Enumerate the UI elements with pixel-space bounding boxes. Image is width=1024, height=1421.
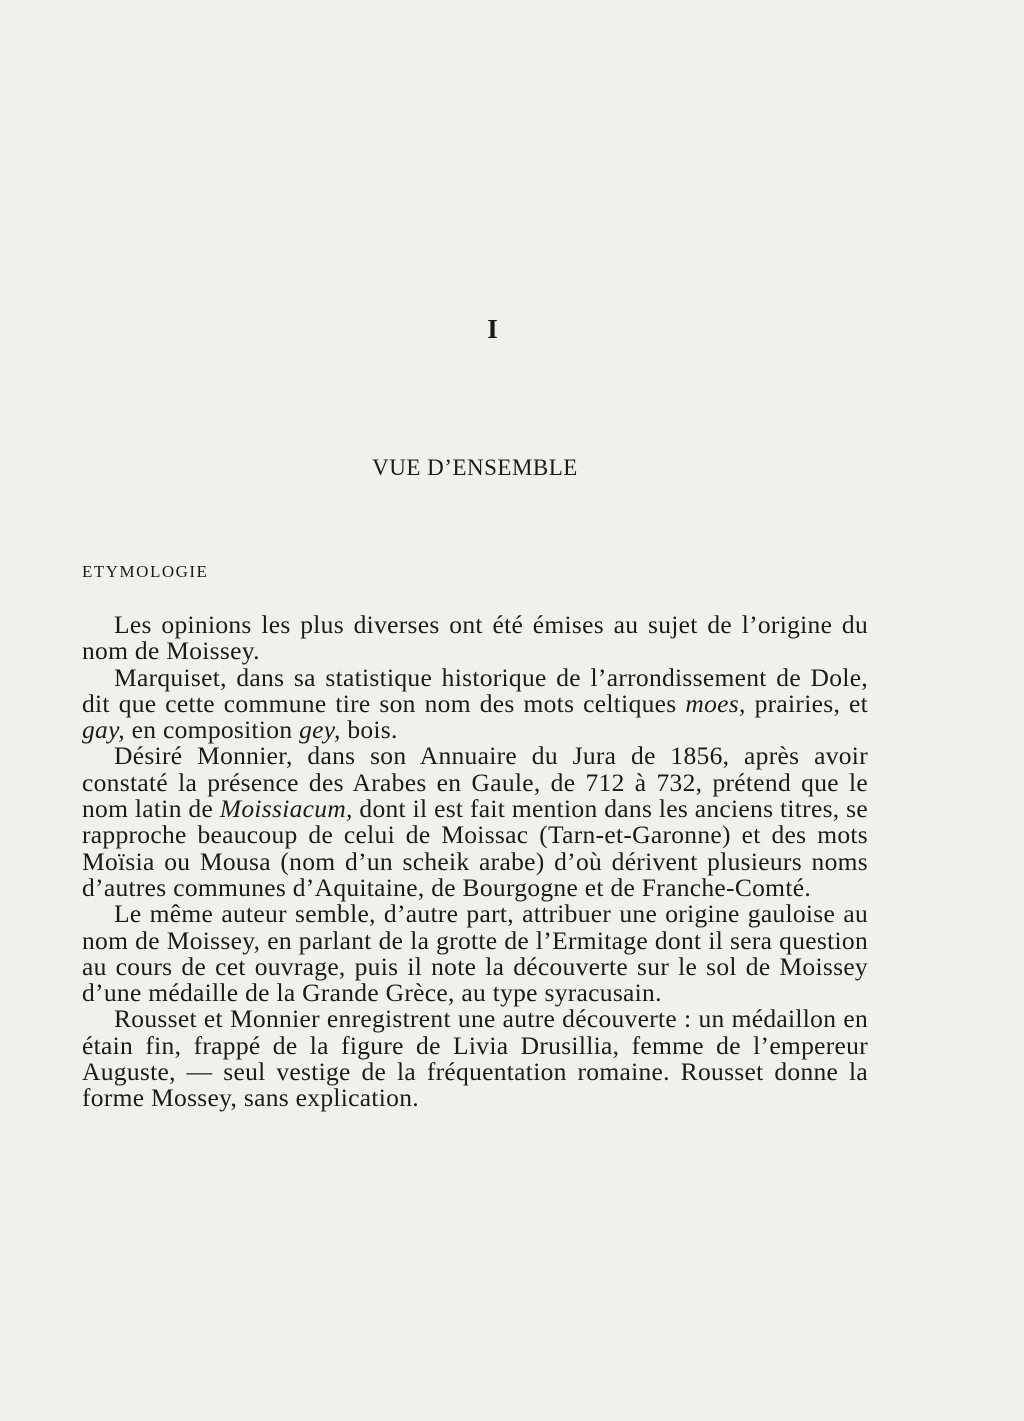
paragraph-5	[82, 1006, 868, 1111]
body-text	[82, 612, 868, 1112]
paragraph-5-text: Rousset et Monnier enregistrent une autre découverte : un médaillon en étain fin, frappé de la figure de Livia Drusillia, femme de l’empereur Auguste, — seul vestige de la fréquentation romaine. Rousset donne la forme Mossey, sans explication.	[82, 1004, 868, 1113]
paragraph-3-part1: Désiré Monnier, dans son Annuaire du Jura de 1856, après avoir constaté la présence des Arabes en Gaule, de 712 à 732, prétend que le nom latin de	[82, 741, 868, 824]
paragraph-2	[82, 662, 869, 745]
section-heading: ETYMOLOGIE	[82, 562, 209, 581]
paragraph-2-italic-gay: gay,	[82, 715, 125, 745]
paragraph-2-italic-gey: gey,	[299, 715, 341, 745]
paragraph-1	[82, 612, 868, 665]
paragraph-3	[82, 743, 868, 901]
paragraph-2-part1: Marquiset, dans sa statistique historique de l’arrondissement de Dole, dit que cette commune tire son nom des mots celtiques	[82, 662, 868, 718]
paragraph-2-part3: en composition	[125, 715, 300, 745]
paragraph-3-italic-moissiacum: Moissiacum,	[219, 794, 353, 824]
paragraph-2-part4: bois.	[340, 715, 398, 745]
paragraph-2-part2: prairies, et	[745, 688, 869, 718]
chapter-number: I	[487, 314, 499, 344]
paragraph-1-text: Les opinions les plus diverses ont été émises au sujet de l’origine du nom de Moissey.	[82, 610, 868, 666]
paragraph-2-italic-moes: moes,	[685, 688, 746, 718]
paragraph-4-text: Le même auteur semble, d’autre part, attribuer une origine gauloise au nom de Moissey, en parlant de la grotte de l’Ermitage dont il sera question au cours de cet ouvrage, puis il note la découverte sur le sol de Moissey d’une médaille de la Grande Grèce, au type syracusain.	[82, 899, 868, 1008]
chapter-title: VUE D’ENSEMBLE	[372, 455, 578, 480]
paragraph-3-part2: dont il est fait mention dans les anciens titres, se rapproche beaucoup de celui de Moissac (Tarn-et-Garonne) et des mots Moïsia ou Mousa (nom d’un scheik arabe) d’où dérivent plusieurs noms d’autres communes d’Aquitaine, de Bourgogne et de Franche-Comté.	[82, 794, 869, 902]
paragraph-4	[82, 901, 868, 1006]
